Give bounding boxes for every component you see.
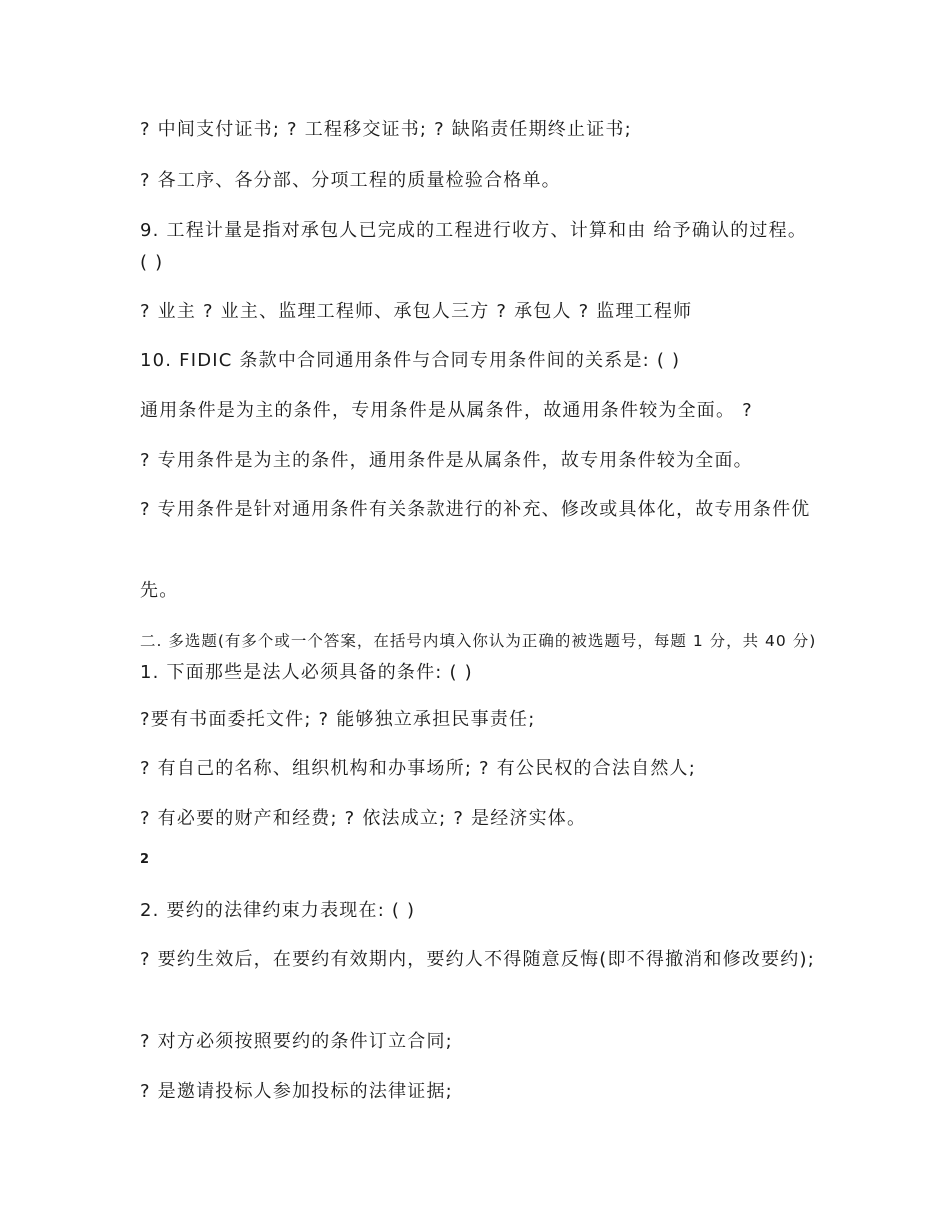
text-line: 先。 bbox=[140, 580, 179, 601]
question-1-option: ? 有必要的财产和经费; ? 依法成立; ? 是经济实体。 bbox=[140, 808, 587, 829]
question-2-option: ? 要约生效后，在要约有效期内，要约人不得随意反悔(即不得撤消和修改要约); bbox=[140, 949, 815, 970]
question-2: 2. 要约的法律约束力表现在: ( ) bbox=[140, 900, 416, 921]
page-number: 2 bbox=[140, 852, 150, 867]
question-10: 10. FIDIC 条款中合同通用条件与合同专用条件间的关系是: ( ) bbox=[140, 350, 681, 371]
text-line: ? 各工序、各分部、分项工程的质量检验合格单。 bbox=[140, 170, 561, 191]
section-two-question-1: 1. 下面那些是法人必须具备的条件: ( ) bbox=[140, 662, 473, 683]
question-2-option: ? 是邀请投标人参加投标的法律证据; bbox=[140, 1081, 453, 1102]
question-9-options: ? 业主 ? 业主、监理工程师、承包人三方 ? 承包人 ? 监理工程师 bbox=[140, 301, 693, 322]
question-1-option: ? 有自己的名称、组织机构和办事场所; ? 有公民权的合法自然人; bbox=[140, 758, 696, 779]
section-two-heading bbox=[140, 625, 820, 689]
text-line: ? 中间支付证书; ? 工程移交证书; ? 缺陷责任期终止证书; bbox=[140, 119, 632, 140]
question-10-option: ? 专用条件是为主的条件，通用条件是从属条件，故专用条件较为全面。 bbox=[140, 450, 753, 471]
question-9: 9. 工程计量是指对承包人已完成的工程进行收方、计算和由 给予确认的过程。 ( ) bbox=[140, 220, 808, 273]
question-10-option: ? 专用条件是针对通用条件有关条款进行的补充、修改或具体化，故专用条件优 bbox=[140, 499, 811, 520]
question-1-option: ?要有书面委托文件; ? 能够独立承担民事责任; bbox=[140, 709, 536, 730]
section-two-title: 二. 多选题(有多个或一个答案，在括号内填入你认为正确的被选题号，每题 1 分，共 40 分) bbox=[140, 632, 817, 650]
question-10-option: 通用条件是为主的条件，专用条件是从属条件，故通用条件较为全面。 ? bbox=[140, 400, 753, 421]
question-2-option: ? 对方必须按照要约的条件订立合同; bbox=[140, 1031, 453, 1052]
